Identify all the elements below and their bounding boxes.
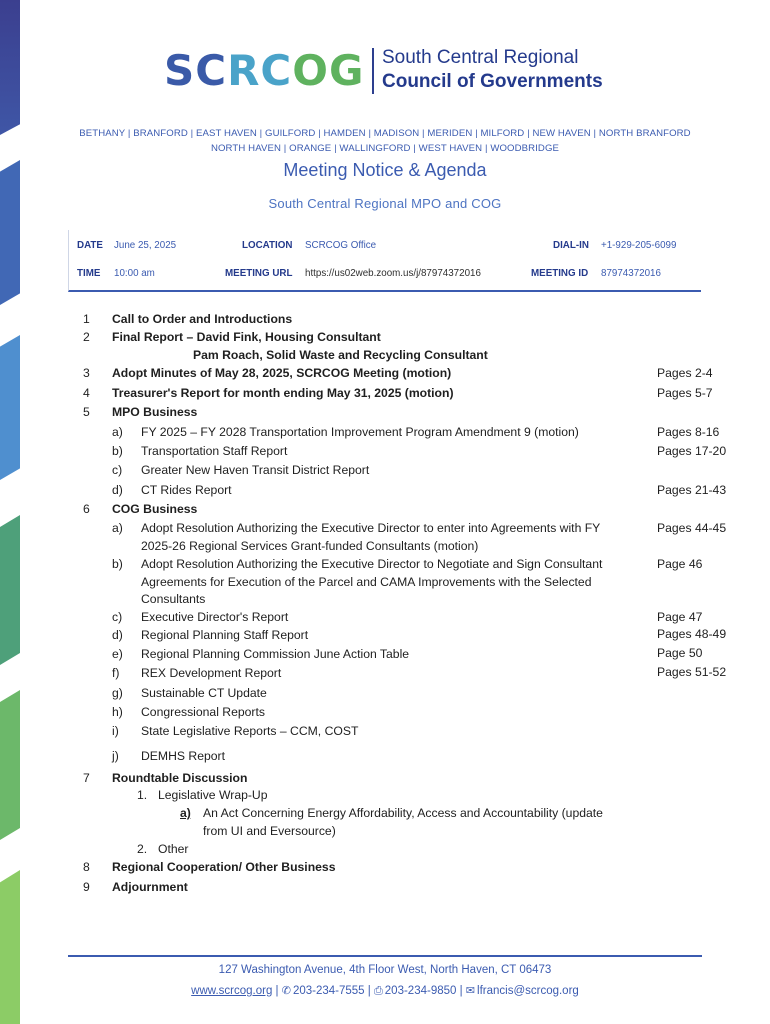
separator: | xyxy=(275,985,282,997)
logo-wordmark: SCRCOG xyxy=(164,46,365,95)
agenda-number: 9 xyxy=(83,880,90,894)
agenda-section-title: Roundtable Discussion xyxy=(112,771,248,785)
footer-divider xyxy=(68,955,702,957)
agenda-section-title: MPO Business xyxy=(112,405,198,419)
meeting-id: 87974372016 xyxy=(601,268,661,279)
agenda-number: 8 xyxy=(83,860,90,874)
agenda-sub-text: State Legislative Reports – CCM, COST xyxy=(141,724,359,738)
agenda-pages: Page 46 xyxy=(657,557,703,571)
agenda-sub-letter: b) xyxy=(112,557,123,571)
page-subtitle: South Central Regional MPO and COG xyxy=(268,196,502,211)
email-icon: ✉ xyxy=(465,985,476,997)
agenda-pages: Page 47 xyxy=(657,610,703,624)
agenda-sub-text: An Act Concerning Energy Affordability, Access and Accountability (update xyxy=(203,806,603,820)
agenda-sub-text: Regional Planning Commission June Action Table xyxy=(141,647,410,661)
agenda-sub-text: FY 2025 – FY 2028 Transportation Improvement Program Amendment 9 (motion) xyxy=(141,425,579,439)
agenda-item-text: Regional Cooperation/ Other Business xyxy=(112,860,336,874)
agenda-pages: Pages 17-20 xyxy=(657,444,727,458)
agenda-item-text: Adopt Minutes of May 28, 2025, SCRCOG Meeting (motion) xyxy=(112,366,452,380)
agenda-section-title: COG Business xyxy=(112,502,198,516)
agenda-number: 3 xyxy=(83,366,90,380)
agenda-sub-text: Regional Planning Staff Report xyxy=(141,628,309,642)
agenda-sub-text: Sustainable CT Update xyxy=(141,686,267,700)
agenda-sub-text: Congressional Reports xyxy=(141,705,265,719)
meeting-id-label: MEETING ID xyxy=(531,268,589,279)
email-link[interactable]: lfrancis@scrcog.org xyxy=(477,985,579,997)
footer-address: 127 Washington Avenue, 4th Floor West, North Haven, CT 06473 xyxy=(218,964,552,976)
agenda-sub-text-cont: 2025-26 Regional Services Grant-funded Consultants (motion) xyxy=(141,539,479,553)
location-label: LOCATION xyxy=(242,240,293,251)
meeting-date: June 25, 2025 xyxy=(114,240,177,251)
agenda-pages: Pages 8-16 xyxy=(657,425,720,439)
member-towns-line2: NORTH HAVEN | ORANGE | WALLINGFORD | WEST HAVEN | WOODBRIDGE xyxy=(210,143,560,154)
agenda-pages: Page 50 xyxy=(657,646,703,660)
agenda-sub-text: Greater New Haven Transit District Report xyxy=(141,463,370,477)
separator: | xyxy=(459,985,466,997)
agenda-sub-letter: g) xyxy=(112,686,123,700)
agenda-number: 6 xyxy=(83,502,90,516)
agenda-sub-text: DEMHS Report xyxy=(141,749,225,763)
website-link[interactable]: www.scrcog.org xyxy=(191,985,273,997)
agenda-sub-letter: f) xyxy=(112,666,120,680)
agenda-sub-letter: a) xyxy=(112,425,123,439)
agenda-number: 1 xyxy=(83,312,90,326)
agenda-sub-marker: 2. xyxy=(137,842,148,856)
agenda-sub-letter: a) xyxy=(112,521,123,535)
agenda-item-text: Final Report – David Fink, Housing Consultant xyxy=(112,330,381,344)
agenda-sub-text-cont: Consultants xyxy=(141,592,206,606)
agenda-sub-letter: c) xyxy=(112,463,123,477)
agenda-sub-text: Legislative Wrap-Up xyxy=(158,788,268,802)
agenda-sub-text: REX Development Report xyxy=(141,666,282,680)
agenda-sub-marker: a) xyxy=(180,806,191,820)
agenda-item-text-cont: Pam Roach, Solid Waste and Recycling Consultant xyxy=(193,348,488,362)
agenda-sub-letter: d) xyxy=(112,483,123,497)
time-label: TIME xyxy=(77,268,101,279)
agenda-sub-text: Executive Director's Report xyxy=(141,610,289,624)
agenda-sub-text: Transportation Staff Report xyxy=(141,444,288,458)
agenda-item-text: Adjournment xyxy=(112,880,188,894)
meeting-url-label: MEETING URL xyxy=(225,268,293,279)
date-label: DATE xyxy=(77,240,103,251)
agenda-sub-text-cont: from UI and Eversource) xyxy=(203,824,336,838)
phone-number[interactable]: 203-234-7555 xyxy=(292,985,365,997)
footer-contacts xyxy=(0,984,770,998)
agenda-number: 7 xyxy=(83,771,90,785)
agenda-number: 5 xyxy=(83,405,90,419)
agenda-pages: Pages 2-4 xyxy=(657,366,713,380)
phone-icon: ✆ xyxy=(281,985,291,997)
dialin-label: DIAL-IN xyxy=(553,240,589,251)
agenda-pages: Pages 44-45 xyxy=(657,521,727,535)
agenda-item-text: Call to Order and Introductions xyxy=(112,312,293,326)
agenda-item-text: Treasurer's Report for month ending May 31, 2025 (motion) xyxy=(112,386,454,400)
agenda-sub-text: Other xyxy=(158,842,189,856)
agenda-sub-text: Adopt Resolution Authorizing the Executive Director to enter into Agreements with FY xyxy=(141,521,601,535)
agenda-sub-text: Adopt Resolution Authorizing the Executive Director to Negotiate and Sign Consultant xyxy=(141,557,603,571)
page-title: Meeting Notice & Agenda xyxy=(283,160,487,180)
logo-org-name: South Central Regional Council of Governments xyxy=(382,47,603,92)
meeting-location: SCRCOG Office xyxy=(305,240,377,251)
agenda-sub-letter: d) xyxy=(112,628,123,642)
fax-icon: ⎙ xyxy=(373,985,383,997)
meeting-time: 10:00 am xyxy=(114,268,155,279)
agenda-pages: Pages 51-52 xyxy=(657,665,727,679)
agenda-sub-text: CT Rides Report xyxy=(141,483,232,497)
member-towns-line1: BETHANY | BRANFORD | EAST HAVEN | GUILFORD | HAMDEN | MADISON | MERIDEN | MILFORD | NEW HAVEN | NORTH BRANFORD xyxy=(79,128,691,139)
agenda-number: 4 xyxy=(83,386,90,400)
meeting-url-link[interactable]: https://us02web.zoom.us/j/87974372016 xyxy=(305,268,481,279)
agenda-sub-letter: e) xyxy=(112,647,123,661)
agenda-sub-marker: 1. xyxy=(137,788,148,802)
agenda-pages: Pages 21-43 xyxy=(657,483,727,497)
agenda-sub-text-cont: Agreements for Execution of the Parcel and CAMA Improvements with the Selected xyxy=(141,575,592,589)
agenda-sub-letter: i) xyxy=(112,724,119,738)
separator: | xyxy=(367,985,374,997)
agenda-number: 2 xyxy=(83,330,90,344)
dialin-number[interactable]: +1-929-205-6099 xyxy=(601,240,677,251)
agenda-sub-letter: c) xyxy=(112,610,123,624)
fax-number: 203-234-9850 xyxy=(384,985,457,997)
agenda-sub-letter: b) xyxy=(112,444,123,458)
agenda-pages: Pages 5-7 xyxy=(657,386,713,400)
agenda-sub-letter: h) xyxy=(112,705,123,719)
agenda-sub-letter: j) xyxy=(112,749,119,763)
agenda-pages: Pages 48-49 xyxy=(657,627,727,641)
